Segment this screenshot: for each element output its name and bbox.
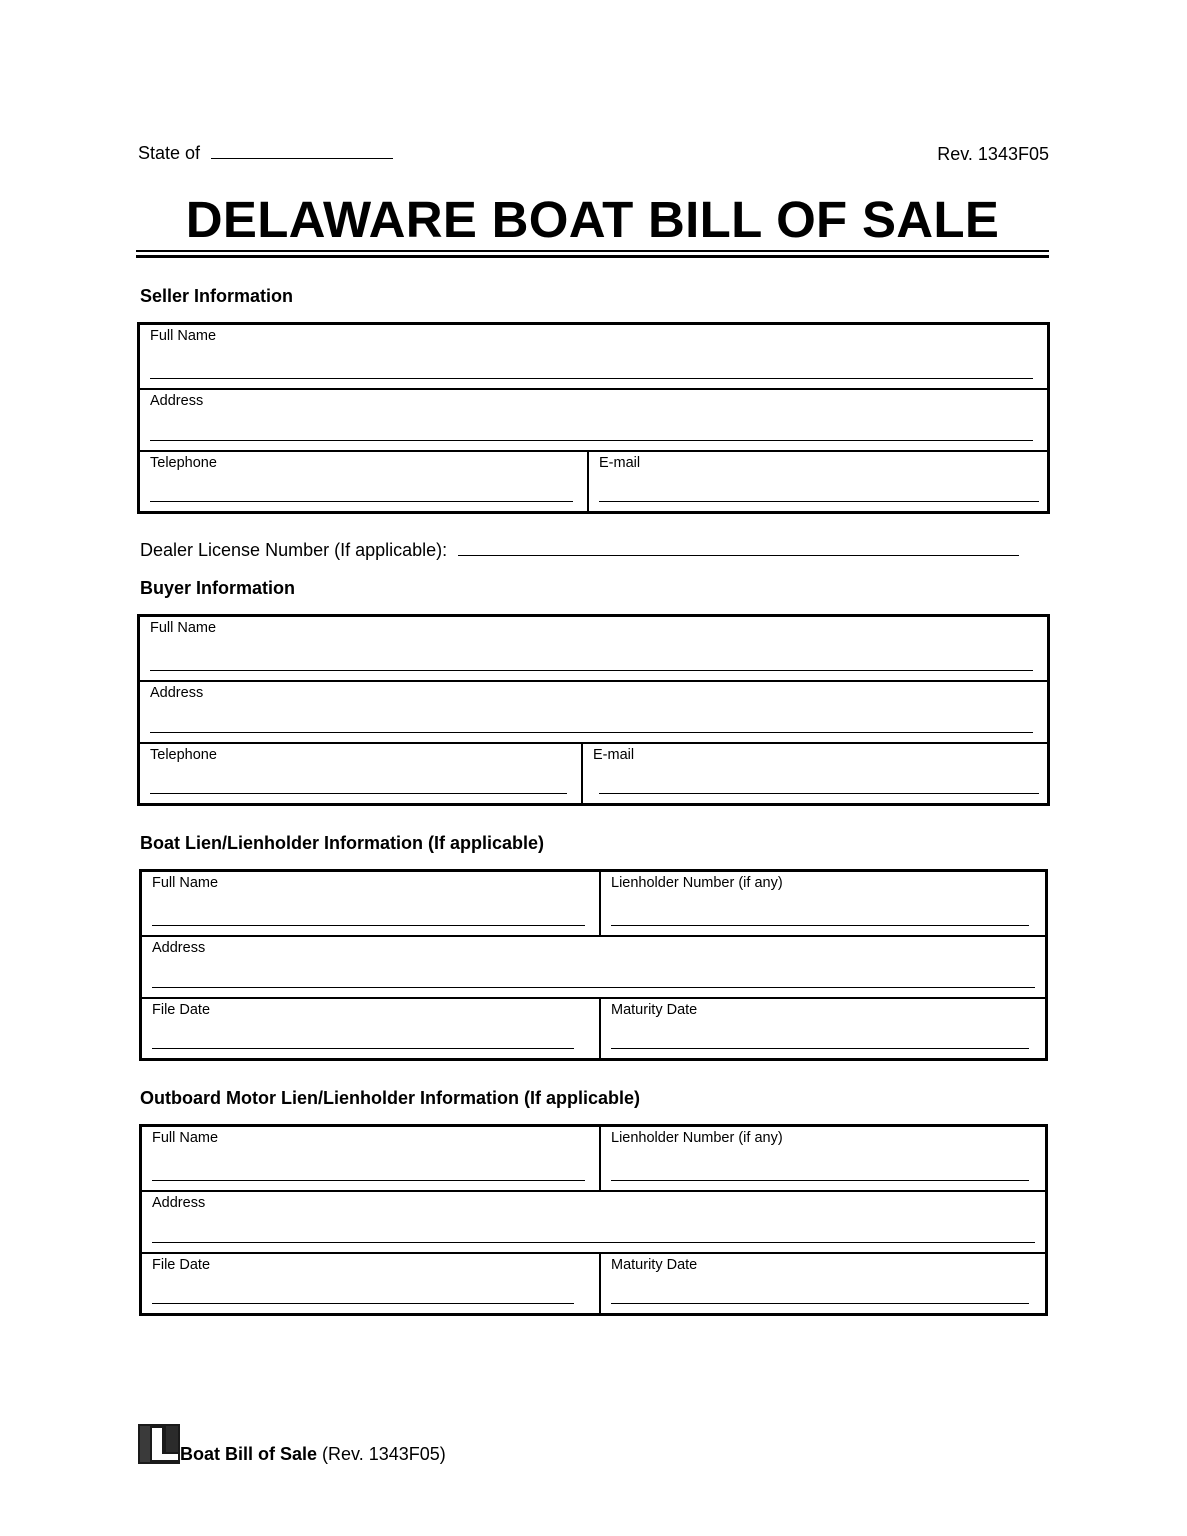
footer-doc-name: Boat Bill of Sale [180,1444,318,1464]
motor-lien-file-date-label: File Date [152,1257,211,1273]
boat-lien-full-name-label: Full Name [152,875,219,891]
motor-lien-heading: Outboard Motor Lien/Lienholder Information (If applicable) [140,1088,640,1108]
dealer-license-label: Dealer License Number (If applicable): [140,540,448,560]
boat-lien-box [139,869,1048,1061]
motor-lien-maturity-date-field[interactable] [599,1254,1045,1313]
buyer-address-label: Address [150,685,204,701]
revision-label: Rev. 1343F05 [937,144,1049,164]
buyer-email-label: E-mail [593,747,635,763]
seller-box [137,322,1050,514]
page-title: DELAWARE BOAT BILL OF SALE [185,191,1000,248]
seller-full-name-label: Full Name [150,328,217,344]
boat-lien-address-field[interactable] [142,935,1045,997]
motor-lien-address-line[interactable] [152,1242,1035,1243]
motor-lien-full-name-field[interactable] [142,1127,599,1190]
seller-email-line[interactable] [599,501,1039,502]
boat-lien-date-row [142,997,1045,1058]
boat-lien-heading: Boat Lien/Lienholder Information (If applicable) [140,833,545,853]
motor-lien-number-label: Lienholder Number (if any) [611,1130,783,1146]
buyer-email-field[interactable] [581,744,1047,803]
boat-lien-file-date-line[interactable] [152,1048,574,1049]
motor-lien-full-name-line[interactable] [152,1180,585,1181]
seller-telephone-label: Telephone [150,455,217,471]
footer-text [180,1444,446,1465]
boat-lien-maturity-date-line[interactable] [611,1048,1029,1049]
buyer-full-name-field[interactable] [140,617,1047,680]
boat-lien-top-row [142,872,1045,935]
motor-lien-address-field[interactable] [142,1190,1045,1252]
seller-heading: Seller Information [140,286,294,306]
seller-telephone-line[interactable] [150,501,573,502]
buyer-email-line[interactable] [599,793,1039,794]
boat-lien-address-line[interactable] [152,987,1035,988]
footer-revision: (Rev. 1343F05) [322,1444,446,1464]
boat-lien-maturity-date-field[interactable] [599,999,1045,1058]
boat-lien-number-label: Lienholder Number (if any) [611,875,783,891]
motor-lien-file-date-line[interactable] [152,1303,574,1304]
motor-lien-file-date-field[interactable] [142,1254,599,1313]
state-of-line [138,142,393,164]
title-rule-thin [136,250,1049,252]
law-logo-icon [138,1424,180,1464]
boat-lien-number-line[interactable] [611,925,1029,926]
motor-lien-box [139,1124,1048,1316]
seller-telephone-field[interactable] [140,452,587,511]
boat-lien-file-date-field[interactable] [142,999,599,1058]
buyer-full-name-line[interactable] [150,670,1033,671]
motor-lien-maturity-date-line[interactable] [611,1303,1029,1304]
dealer-license-blank[interactable] [458,539,1019,556]
buyer-heading: Buyer Information [140,578,296,598]
seller-address-field[interactable] [140,388,1047,450]
buyer-telephone-line[interactable] [150,793,567,794]
buyer-telephone-field[interactable] [140,744,581,803]
motor-lien-address-label: Address [152,1195,206,1211]
boat-lien-file-date-label: File Date [152,1002,211,1018]
motor-lien-top-row [142,1127,1045,1190]
title-rule-thick [136,255,1049,258]
seller-email-field[interactable] [587,452,1047,511]
boat-lien-full-name-line[interactable] [152,925,585,926]
dealer-license-line [140,539,1019,561]
motor-lien-full-name-label: Full Name [152,1130,219,1146]
buyer-full-name-label: Full Name [150,620,217,636]
boat-lien-number-field[interactable] [599,872,1045,935]
buyer-address-line[interactable] [150,732,1033,733]
state-of-label: State of [138,143,201,163]
motor-lien-maturity-date-label: Maturity Date [611,1257,698,1273]
seller-email-label: E-mail [599,455,641,471]
buyer-box [137,614,1050,806]
seller-address-label: Address [150,393,204,409]
boat-lien-address-label: Address [152,940,206,956]
boat-lien-full-name-field[interactable] [142,872,599,935]
motor-lien-date-row [142,1252,1045,1313]
motor-lien-number-line[interactable] [611,1180,1029,1181]
seller-full-name-field[interactable] [140,325,1047,388]
state-blank[interactable] [211,142,393,159]
motor-lien-number-field[interactable] [599,1127,1045,1190]
buyer-telephone-label: Telephone [150,747,217,763]
seller-address-line[interactable] [150,440,1033,441]
boat-lien-maturity-date-label: Maturity Date [611,1002,698,1018]
seller-full-name-line[interactable] [150,378,1033,379]
buyer-address-field[interactable] [140,680,1047,742]
buyer-contact-row [140,742,1047,803]
seller-contact-row [140,450,1047,511]
